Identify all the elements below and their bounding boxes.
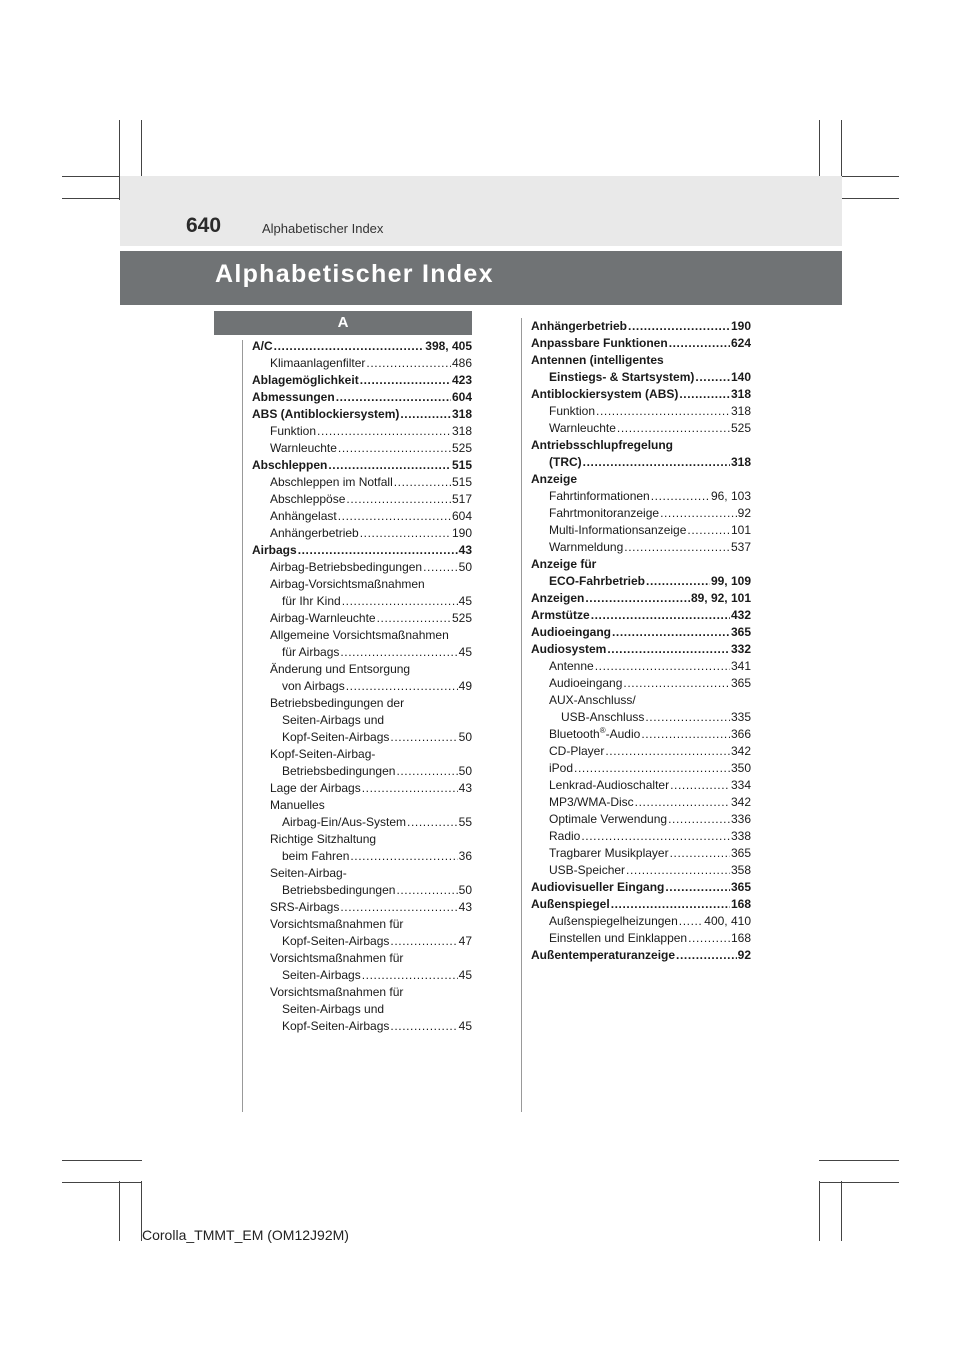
index-entry-term: USB-Anschluss: [561, 710, 645, 724]
index-entry-page: 365: [730, 880, 751, 894]
index-entry-term: Abschleppen im Notfall: [270, 475, 393, 489]
index-entry: [252, 916, 472, 933]
dot-leader: [596, 403, 730, 420]
index-entry-term: Klimaanlagenfilter: [270, 356, 366, 370]
index-entry-page: 45: [458, 594, 472, 608]
index-entry: [252, 984, 472, 1001]
index-entry-page: 342: [730, 795, 751, 809]
index-entry: [531, 335, 751, 352]
index-entry-term: Airbag-Warnleuchte: [270, 611, 376, 625]
index-entry: [252, 610, 472, 627]
index-entry-term: Tragbarer Musikplayer: [549, 846, 669, 860]
index-entry: [252, 355, 472, 372]
index-entry-term: CD-Player: [549, 744, 605, 758]
dot-leader: [338, 440, 451, 457]
index-entry-page: 318: [730, 455, 751, 469]
index-entry-term: Multi-Informationsanzeige: [549, 523, 687, 537]
index-entry: [252, 508, 472, 525]
index-entry-term: Optimale Verwendung: [549, 812, 668, 826]
index-entry-page: 49: [458, 679, 472, 693]
dot-leader: [670, 845, 730, 862]
index-entry: [531, 658, 751, 675]
index-entry-page: 525: [730, 421, 751, 435]
index-entry: [531, 692, 751, 709]
dot-leader: [340, 899, 457, 916]
crop-mark: [819, 1181, 820, 1241]
index-entry-term: Lage der Airbags: [270, 781, 361, 795]
dot-leader: [581, 828, 730, 845]
index-entry: [531, 607, 751, 624]
dot-leader: [695, 369, 730, 386]
index-entry: [531, 318, 751, 335]
index-entry: [252, 967, 472, 984]
index-entry: [531, 505, 751, 522]
dot-leader: [583, 454, 730, 471]
index-entry-page: 92: [737, 948, 751, 962]
index-entry-term: Anhängerbetrieb: [270, 526, 359, 540]
index-entry-term: Seiten-Airbags und: [282, 1002, 385, 1016]
dot-leader: [350, 848, 457, 865]
index-entry-page: 50: [458, 883, 472, 897]
index-entry: [252, 950, 472, 967]
index-entry-page: 334: [730, 778, 751, 792]
dot-leader: [623, 675, 730, 692]
dot-leader: [298, 542, 458, 559]
index-entry: [531, 828, 751, 845]
index-entry: [252, 457, 472, 474]
dot-leader: [679, 913, 704, 930]
index-entry-term: Abmessungen: [252, 390, 335, 404]
index-entry-page: 45: [458, 968, 472, 982]
dot-leader: [362, 967, 458, 984]
index-entry-term: Kopf-Seiten-Airbags: [282, 934, 390, 948]
index-entry-term: Antiblockiersystem (ABS): [531, 387, 679, 401]
index-entry-term: Warnleuchte: [270, 441, 337, 455]
index-entry-term: Antennen (intelligentes: [531, 353, 664, 367]
index-column-right: [531, 318, 751, 964]
index-entry: [531, 743, 751, 760]
index-entry: [531, 369, 751, 386]
index-entry-page: 50: [458, 730, 472, 744]
index-entry-page: 45: [458, 645, 472, 659]
index-entry: [531, 726, 751, 743]
index-entry-page: 365: [730, 625, 751, 639]
index-entry-term: (TRC): [549, 455, 582, 469]
column-divider: [242, 340, 243, 1112]
dot-leader: [605, 743, 730, 760]
crop-mark: [62, 1182, 142, 1183]
index-entry-page: 89, 92, 101: [690, 591, 751, 605]
index-entry-page: 43: [458, 900, 472, 914]
index-entry-term: Fahrtmonitoranzeige: [549, 506, 660, 520]
dot-leader: [607, 641, 730, 658]
index-entry: [531, 522, 751, 539]
index-entry-term: Einstiegs- & Startsystem): [549, 370, 695, 384]
index-entry-page: 432: [730, 608, 751, 622]
dot-leader: [591, 607, 730, 624]
footer-code: Corolla_TMMT_EM (OM12J92M): [142, 1227, 349, 1243]
dot-leader: [628, 318, 730, 335]
index-entry-page: 365: [730, 676, 751, 690]
index-entry-term: Audioeingang: [549, 676, 623, 690]
index-entry: [252, 746, 472, 763]
index-entry: [531, 675, 751, 692]
dot-leader: [360, 372, 451, 389]
index-entry-term: USB-Speicher: [549, 863, 626, 877]
index-entry-page: 50: [458, 764, 472, 778]
index-entry: [531, 641, 751, 658]
index-entry-term: Antriebsschlupfregelung: [531, 438, 674, 452]
index-entry: [252, 338, 472, 355]
dot-leader: [346, 678, 458, 695]
index-entry: [531, 709, 751, 726]
dot-leader: [317, 423, 451, 440]
dot-leader: [665, 879, 730, 896]
dot-leader: [660, 505, 737, 522]
dot-leader: [641, 726, 730, 743]
index-entry: [252, 491, 472, 508]
dot-leader: [396, 882, 457, 899]
index-entry-term: Antenne: [549, 659, 594, 673]
index-entry-term: Anhängerbetrieb: [531, 319, 628, 333]
index-entry-term: SRS-Airbags: [270, 900, 340, 914]
index-entry-term: Ablagemöglichkeit: [252, 373, 359, 387]
index-entry-page: 537: [730, 540, 751, 554]
index-entry: [531, 573, 751, 590]
index-entry-term: Kopf-Seiten-Airbags: [282, 730, 390, 744]
dot-leader: [400, 406, 451, 423]
index-entry: [252, 474, 472, 491]
index-entry: [531, 624, 751, 641]
index-entry-term: Seiten-Airbags und: [282, 713, 385, 727]
index-entry: [252, 644, 472, 661]
index-entry-term: Airbag-Vorsichtsmaßnahmen: [270, 577, 425, 591]
index-entry-term: für Ihr Kind: [282, 594, 341, 608]
dot-leader: [679, 386, 730, 403]
index-entry-page: 47: [458, 934, 472, 948]
page-title: Alphabetischer Index: [215, 260, 494, 288]
index-entry-term: Änderung und Entsorgung: [270, 662, 411, 676]
index-entry-page: 515: [451, 458, 472, 472]
index-entry-page: 318: [451, 407, 472, 421]
index-entry-term: Armstütze: [531, 608, 590, 622]
index-entry-term: Vorsichtsmaßnahmen für: [270, 951, 404, 965]
index-entry-term: Vorsichtsmaßnahmen für: [270, 917, 404, 931]
index-entry: [252, 814, 472, 831]
index-entry-term: Funktion: [270, 424, 317, 438]
index-entry-term: ABS (Antiblockiersystem): [252, 407, 400, 421]
index-entry: [531, 947, 751, 964]
index-entry-term: Airbag-Ein/Aus-System: [282, 815, 407, 829]
index-entry-page: 338: [730, 829, 751, 843]
dot-leader: [338, 508, 451, 525]
index-entry-page: 423: [451, 373, 472, 387]
index-entry-term: Manuelles: [270, 798, 325, 812]
dot-leader: [336, 389, 451, 406]
dot-leader: [645, 709, 730, 726]
index-entry-term: Vorsichtsmaßnahmen für: [270, 985, 404, 999]
index-entry-page: 55: [458, 815, 472, 829]
index-entry-term: Betriebsbedingungen: [282, 883, 396, 897]
dot-leader: [346, 491, 451, 508]
dot-leader: [676, 947, 737, 964]
index-entry-term: Bluetooth®-Audio: [549, 726, 641, 741]
index-entry: [252, 372, 472, 389]
index-entry: [252, 882, 472, 899]
dot-leader: [340, 644, 457, 661]
index-entry-term: Seiten-Airbags: [282, 968, 361, 982]
dot-leader: [574, 760, 730, 777]
index-entry-page: 366: [730, 727, 751, 741]
dot-leader: [396, 763, 457, 780]
dot-leader: [328, 457, 451, 474]
dot-leader: [595, 658, 730, 675]
index-entry-page: 398, 405: [425, 339, 472, 353]
index-entry: [531, 811, 751, 828]
index-entry: [531, 471, 751, 488]
column-divider: [521, 318, 522, 1112]
dot-leader: [274, 338, 425, 355]
index-entry-page: 43: [458, 781, 472, 795]
index-entry: [531, 488, 751, 505]
index-entry-page: 318: [730, 387, 751, 401]
index-entry: [252, 661, 472, 678]
dot-leader: [611, 896, 730, 913]
header-band: [120, 176, 842, 246]
index-entry: [531, 386, 751, 403]
index-entry-page: 358: [730, 863, 751, 877]
index-entry-page: 515: [451, 475, 472, 489]
dot-leader: [617, 420, 730, 437]
dot-leader: [585, 590, 690, 607]
index-entry-term: Kopf-Seiten-Airbags: [282, 1019, 390, 1033]
dot-leader: [688, 930, 730, 947]
index-entry-term: Airbag-Betriebsbedingungen: [270, 560, 423, 574]
index-entry: [531, 760, 751, 777]
index-entry-term: Funktion: [549, 404, 596, 418]
index-entry-term: iPod: [549, 761, 574, 775]
index-column-left: [252, 338, 472, 1035]
index-entry-page: 624: [730, 336, 751, 350]
index-entry-page: 36: [458, 849, 472, 863]
dot-leader: [390, 729, 457, 746]
index-entry-term: Warnleuchte: [549, 421, 616, 435]
index-entry: [252, 848, 472, 865]
index-entry-term: Betriebsbedingungen: [282, 764, 396, 778]
dot-leader: [668, 811, 730, 828]
index-entry: [531, 590, 751, 607]
index-entry: [252, 406, 472, 423]
index-entry-term: A/C: [252, 339, 273, 353]
index-entry: [252, 1018, 472, 1035]
dot-leader: [423, 559, 458, 576]
dot-leader: [390, 933, 457, 950]
index-entry: [252, 729, 472, 746]
index-entry: [252, 593, 472, 610]
index-entry: [531, 556, 751, 573]
index-entry: [252, 1001, 472, 1018]
index-entry-term: Betriebsbedingungen der: [270, 696, 405, 710]
index-entry: [252, 542, 472, 559]
index-entry: [531, 454, 751, 471]
index-entry-term: Abschleppöse: [270, 492, 346, 506]
index-entry-page: 604: [451, 390, 472, 404]
index-entry: [531, 896, 751, 913]
crop-mark: [819, 1160, 899, 1161]
index-entry-term: von Airbags: [282, 679, 345, 693]
index-entry-page: 335: [730, 710, 751, 724]
index-entry: [252, 576, 472, 593]
index-entry-page: 99, 109: [710, 574, 751, 588]
index-entry: [252, 899, 472, 916]
index-entry: [252, 712, 472, 729]
index-entry-term: Radio: [549, 829, 581, 843]
index-entry: [252, 389, 472, 406]
index-entry-term: Außenspiegelheizungen: [549, 914, 678, 928]
index-entry-term: Anzeige für: [531, 557, 597, 571]
index-entry: [531, 879, 751, 896]
index-entry-page: 365: [730, 846, 751, 860]
index-entry-term: Richtige Sitzhaltung: [270, 832, 377, 846]
dot-leader: [624, 539, 730, 556]
index-entry: [252, 525, 472, 542]
index-entry: [252, 797, 472, 814]
index-entry-page: 341: [730, 659, 751, 673]
dot-leader: [651, 488, 710, 505]
dot-leader: [626, 862, 730, 879]
crop-mark: [819, 1182, 899, 1183]
index-entry-term: Anpassbare Funktionen: [531, 336, 668, 350]
dot-leader: [377, 610, 451, 627]
index-entry-term: Außentemperaturanzeige: [531, 948, 676, 962]
dot-leader: [394, 474, 451, 491]
dot-leader: [669, 335, 730, 352]
index-entry-page: 525: [451, 441, 472, 455]
dot-leader: [635, 794, 730, 811]
index-entry-term: Audiovisueller Eingang: [531, 880, 665, 894]
index-entry-page: 96, 103: [710, 489, 751, 503]
index-entry-term: Lenkrad-Audioschalter: [549, 778, 670, 792]
index-entry-page: 101: [730, 523, 751, 537]
index-entry: [531, 862, 751, 879]
index-entry: [252, 695, 472, 712]
index-entry: [531, 403, 751, 420]
index-entry-page: 190: [730, 319, 751, 333]
dot-leader: [687, 522, 730, 539]
section-letter: A: [214, 311, 472, 335]
index-entry-term: MP3/WMA-Disc: [549, 795, 634, 809]
index-entry-term: Abschleppen: [252, 458, 328, 472]
dot-leader: [612, 624, 730, 641]
index-entry-term: Seiten-Airbag-: [270, 866, 347, 880]
index-entry-page: 168: [730, 897, 751, 911]
index-entry: [531, 845, 751, 862]
index-entry: [531, 794, 751, 811]
index-entry-page: 350: [730, 761, 751, 775]
index-entry-page: 92: [737, 506, 751, 520]
index-entry: [531, 420, 751, 437]
index-entry-page: 486: [451, 356, 472, 370]
index-entry: [252, 831, 472, 848]
index-entry: [252, 440, 472, 457]
index-entry-term: für Airbags: [282, 645, 340, 659]
dot-leader: [362, 780, 458, 797]
index-entry-term: Außenspiegel: [531, 897, 610, 911]
index-entry: [531, 777, 751, 794]
index-entry-page: 604: [451, 509, 472, 523]
index-entry: [252, 678, 472, 695]
index-entry: [252, 627, 472, 644]
dot-leader: [670, 777, 730, 794]
index-entry: [531, 930, 751, 947]
crop-mark: [119, 1181, 120, 1241]
index-entry-term: Anhängelast: [270, 509, 337, 523]
index-entry-term: Allgemeine Vorsichtsmaßnahmen: [270, 628, 449, 642]
dot-leader: [407, 814, 458, 831]
index-entry-term: Fahrtinformationen: [549, 489, 650, 503]
index-entry-term: Audiosystem: [531, 642, 607, 656]
index-entry-page: 336: [730, 812, 751, 826]
index-entry: [531, 437, 751, 454]
index-entry-page: 318: [730, 404, 751, 418]
index-entry-term: Anzeigen: [531, 591, 585, 605]
index-entry-page: 525: [451, 611, 472, 625]
running-title: Alphabetischer Index: [262, 221, 384, 236]
page-number: 640: [186, 214, 222, 237]
index-entry-term: Airbags: [252, 543, 297, 557]
index-entry: [252, 423, 472, 440]
index-entry-page: 190: [451, 526, 472, 540]
index-entry: [252, 559, 472, 576]
crop-mark: [62, 1160, 142, 1161]
index-entry-page: 45: [458, 1019, 472, 1033]
index-entry-page: 50: [458, 560, 472, 574]
index-entry-page: 400, 410: [704, 914, 751, 928]
index-entry: [531, 352, 751, 369]
index-entry-term: Einstellen und Einklappen: [549, 931, 688, 945]
index-entry-page: 318: [451, 424, 472, 438]
dot-leader: [390, 1018, 457, 1035]
dot-leader: [342, 593, 458, 610]
index-entry: [531, 913, 751, 930]
index-entry-term: Anzeige: [531, 472, 578, 486]
dot-leader: [646, 573, 710, 590]
index-entry: [252, 763, 472, 780]
dot-leader: [366, 355, 451, 372]
index-entry-page: 140: [730, 370, 751, 384]
index-entry: [252, 933, 472, 950]
index-entry-term: ECO-Fahrbetrieb: [549, 574, 646, 588]
index-entry-term: beim Fahren: [282, 849, 350, 863]
index-entry-term: Warnmeldung: [549, 540, 624, 554]
index-entry-page: 342: [730, 744, 751, 758]
index-entry: [252, 865, 472, 882]
index-entry-page: 332: [730, 642, 751, 656]
index-entry-page: 517: [451, 492, 472, 506]
index-entry-term: AUX-Anschluss/: [549, 693, 636, 707]
index-entry: [252, 780, 472, 797]
index-entry-page: 168: [730, 931, 751, 945]
crop-mark: [841, 1181, 842, 1241]
dot-leader: [360, 525, 451, 542]
index-entry-term: Audioeingang: [531, 625, 611, 639]
index-entry-term: Kopf-Seiten-Airbag-: [270, 747, 376, 761]
index-entry-page: 43: [458, 543, 472, 557]
index-entry: [531, 539, 751, 556]
